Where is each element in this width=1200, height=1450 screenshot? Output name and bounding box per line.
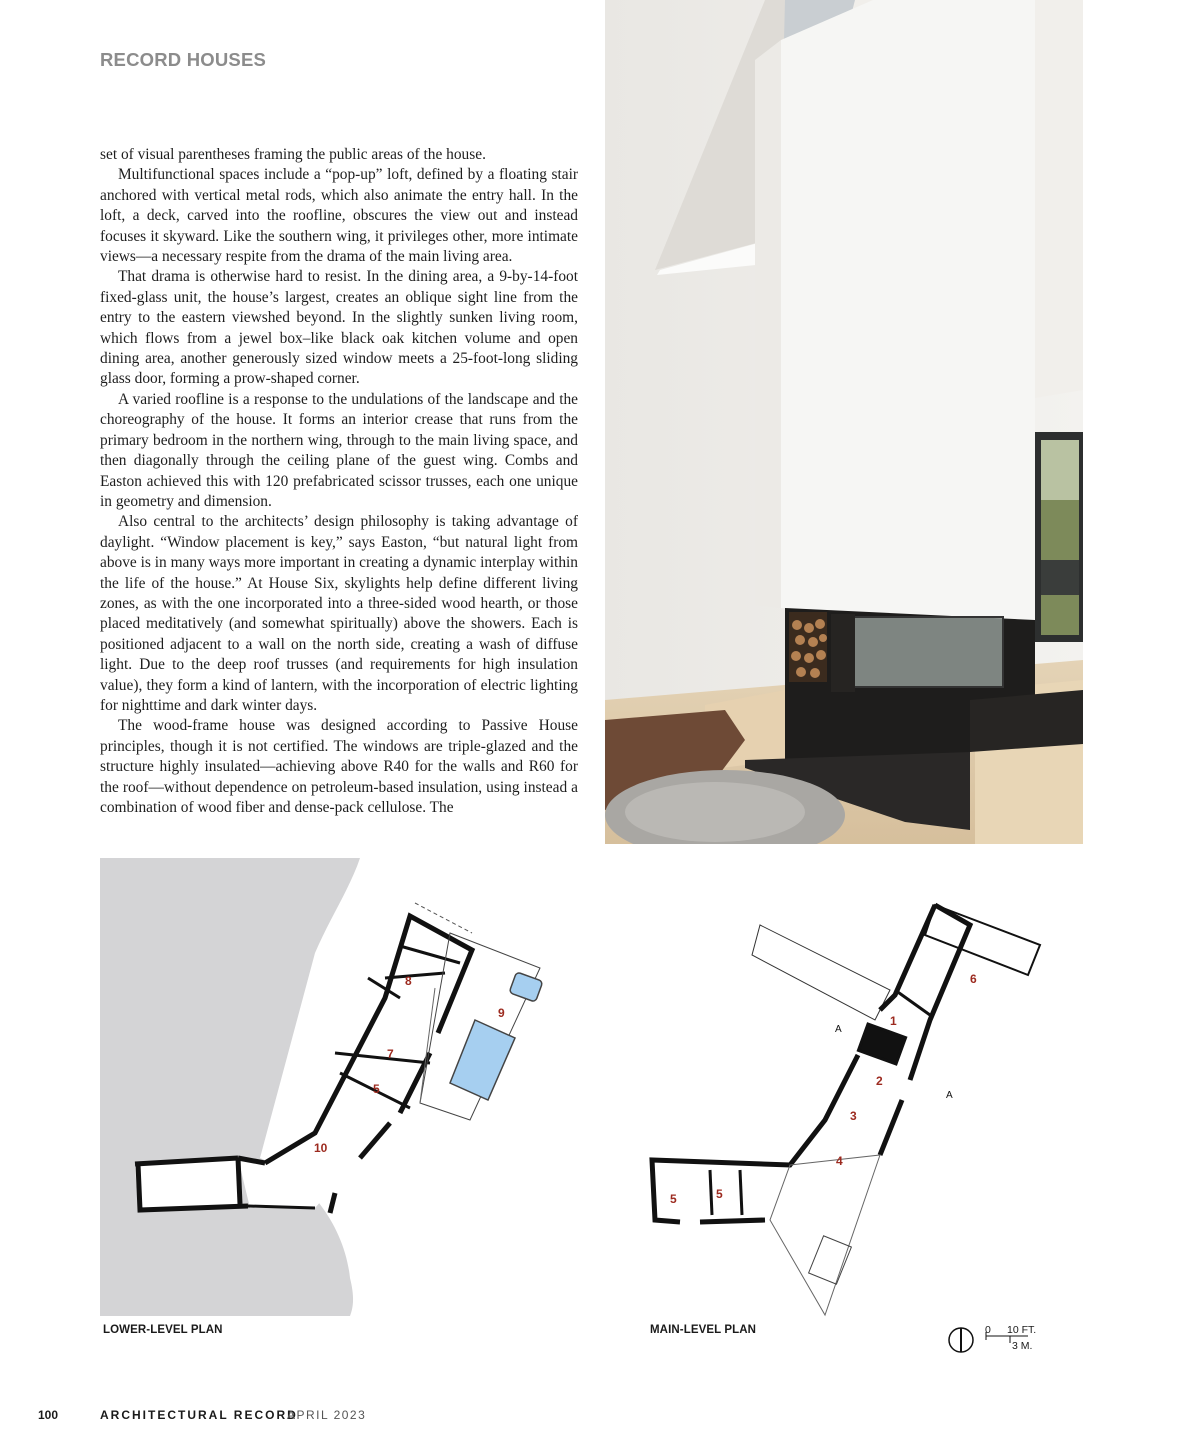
room-number: 1 [890,1014,897,1028]
section-mark: A [835,1024,842,1035]
scale-feet: 10 FT. [1007,1324,1037,1336]
interior-photo [605,0,1083,844]
room-number: 8 [405,974,412,988]
page-number: 100 [38,1408,59,1422]
scale-meters: 3 M. [1012,1340,1033,1352]
room-number: 10 [314,1141,328,1155]
paragraph: A varied roofline is a response to the undulations of the landscape and the choreography of the house. It forms an interior crease that runs from the primary bedroom in the northern wing, through to the main living space, and then diagonally through the ceiling plane of the guest wing. Combs and Easton achieved this with 120 prefabricated scissor trusses, each one unique in geometry and dimension. [100,390,578,510]
plan-caption: MAIN-LEVEL PLAN [650,1324,757,1336]
section-mark: A [946,1090,953,1101]
article-body [100,145,578,818]
lower-level-plan [100,858,570,1316]
paragraph: That drama is otherwise hard to resist. In the dining area, a 9-by-14-foot fixed-glass unit, the house’s largest, creates an oblique sight line from the entry to the eastern viewshed beyond. In the slightly sunken living room, which flows from a jewel box–like black oak kitchen volume and open dining area, another generously sized window meets a 25-foot-long sliding glass door, forming a prow-shaped corner. [100,268,578,388]
room-number: 6 [970,972,977,986]
fireplace-photo [605,0,1083,844]
north-arrow-icon [946,1325,976,1355]
paragraph: Also central to the architects’ design philosophy is taking advantage of daylight. “Window placement is key,” says Easton, “but natural light from above is in many ways more important in creating a dynamic interplay within the life of the house.” At House Six, skylights help define different living zones, as with the one incorporated into a three-sided wood hearth, or those placed meditatively (and somewhat spiritually) above the showers. Each is positioned adjacent to a wall on the north side, creating a wash of diffuse light. Due to the deep roof trusses (and requirements for high insulation value), they form a kind of lantern, with the incorporation of electric lighting for nighttime and dark winter days. [100,513,578,714]
room-number: 2 [876,1074,883,1088]
plan-caption: LOWER-LEVEL PLAN [103,1324,223,1336]
issue-date: APRIL 2023 [287,1408,367,1422]
section-label: RECORD HOUSES [100,49,267,70]
lower-level-plan-drawing [100,858,570,1316]
publication-name: ARCHITECTURAL RECORD [100,1408,298,1422]
room-number: 5 [670,1192,677,1206]
room-number: 7 [387,1047,394,1061]
main-level-plan [640,890,1060,1330]
room-number: 3 [850,1109,857,1123]
room-number: 4 [836,1154,843,1168]
paragraph: Multifunctional spaces include a “pop-up” loft, defined by a floating stair anchored with vertical metal rods, which also animate the entry hall. In the loft, a deck, carved into the roofline, obscures the view out and instead focuses it skyward. Like the southern wing, it privileges other, more intimate views—a necessary respite from the drama of the main living area. [100,166,578,266]
room-number: 5 [716,1187,723,1201]
paragraph: set of visual parentheses framing the public areas of the house. [100,146,486,163]
paragraph: The wood-frame house was designed according to Passive House principles, though it is not certified. The windows are triple-glazed and the structure highly insulated—achieving above R40 for the walls and R60 for the roof—without dependence on petroleum-based insulation, using instead a combination of wood fiber and dense-pack cellulose. The [100,717,578,816]
room-number: 9 [498,1006,505,1020]
room-number: 5 [373,1082,380,1096]
scale-zero: 0 [985,1324,991,1336]
main-level-plan-drawing [640,890,1060,1330]
